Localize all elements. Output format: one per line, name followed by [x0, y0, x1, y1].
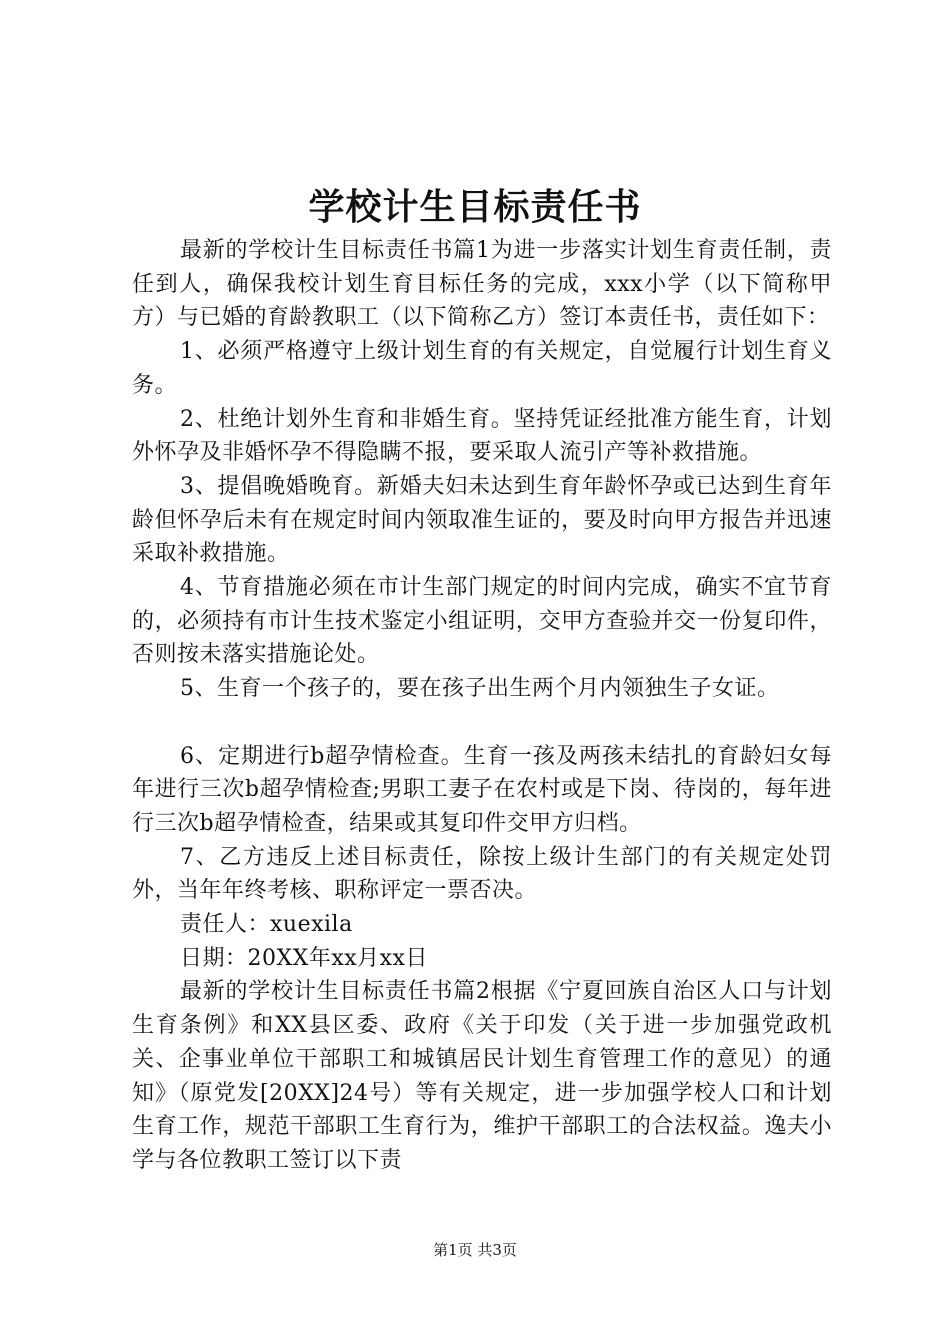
document-body	[132, 234, 832, 1178]
page-number: 第1页 共3页	[433, 1241, 517, 1259]
responsible-person-line: 责任人：xuexila	[180, 912, 353, 938]
paragraph-intro: 最新的学校计生目标责任书篇1为进一步落实计划生育责任制，责任到人，确保我校计划生育目标任务的完成，xxx小学（以下简称甲方）与已婚的育龄教职工（以下简称乙方）签订本责任书，责任如下：	[132, 238, 832, 331]
paragraph-item-5: 5、生育一个孩子的，要在孩子出生两个月内领独生子女证。	[180, 676, 780, 702]
paragraph-item-7: 7、乙方违反上述目标责任，除按上级计生部门的有关规定处罚外，当年年终考核、职称评定一票否决。	[132, 844, 832, 904]
paragraph-item-6: 6、定期进行b超孕情检查。生育一孩及两孩未结扎的育龄妇女每年进行三次b超孕情检查;男职工妻子在农村或是下岗、待岗的，每年进行三次b超孕情检查，结果或其复印件交甲方归档。	[132, 743, 832, 836]
document-title: 学校计生目标责任书	[308, 186, 642, 228]
paragraph-item-4: 4、节育措施必须在市计生部门规定的时间内完成，确实不宜节育的，必须持有市计生技术鉴定小组证明，交甲方查验并交一份复印件，否则按未落实措施论处。	[132, 575, 832, 668]
date-line: 日期：20XX年xx月xx日	[180, 945, 428, 971]
paragraph-item-1: 1、必须严格遵守上级计划生育的有关规定，自觉履行计划生育义务。	[132, 339, 832, 398]
paragraph-item-2: 2、杜绝计划外生育和非婚生育。坚持凭证经批准方能生育，计划外怀孕及非婚怀孕不得隐瞒不报，要采取人流引产等补救措施。	[132, 406, 832, 466]
blank-line	[132, 706, 832, 740]
paragraph-item-3: 3、提倡晚婚晚育。新婚夫妇未达到生育年龄怀孕或已达到生育年龄但怀孕后未有在规定时间内领取准生证的，要及时向甲方报告并迅速采取补救措施。	[132, 473, 832, 567]
paragraph-section-2: 最新的学校计生目标责任书篇2根据《宁夏回族自治区人口与计划生育条例》和XX县区委、政府《关于印发（关于进一步加强党政机关、企事业单位干部职工和城镇居民计划生育管理工作的意见）的通知》（原党发[20XX]24号）等有关规定，进一步加强学校人口和计划生育工作，规范干部职工生育行为，维护干部职工的合法权益。逸夫小学与各位教职工签订以下责	[132, 979, 832, 1173]
